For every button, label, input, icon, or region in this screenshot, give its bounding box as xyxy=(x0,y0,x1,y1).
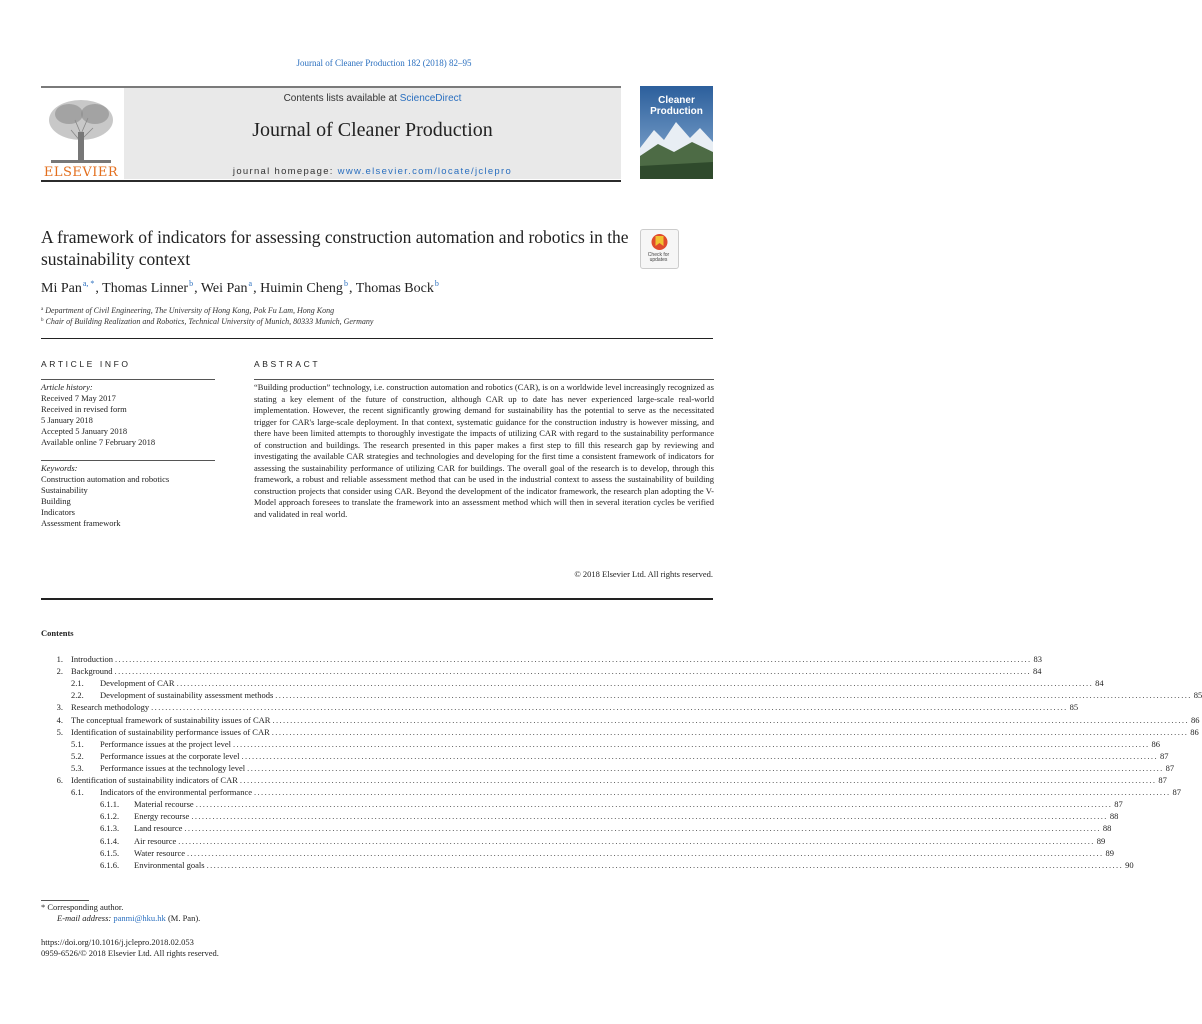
email-label: E-mail address: xyxy=(57,913,112,923)
keywords-label: Keywords: xyxy=(41,463,78,473)
toc-leader-dots: .................................................................................................................................................................................................................................................................... xyxy=(239,775,1157,785)
toc-row[interactable] xyxy=(0,677,1104,689)
toc-leader-dots: .................................................................................................................................................................................................................................................................... xyxy=(115,654,1032,664)
toc-label[interactable]: Energy recourse xyxy=(134,811,190,822)
header-divider xyxy=(41,338,713,339)
toc-label[interactable]: The conceptual framework of sustainability issues of CAR xyxy=(71,714,271,725)
toc-row[interactable] xyxy=(0,774,1167,786)
toc-number: 6.1. xyxy=(71,787,84,798)
toc-leader-dots: .................................................................................................................................................................................................................................................................... xyxy=(187,847,1104,858)
toc-label[interactable]: Identification of sustainability performance issues of CAR xyxy=(71,726,270,737)
toc-entry xyxy=(100,677,1104,689)
toc-row[interactable] xyxy=(0,798,1123,810)
abstract-rule xyxy=(254,379,714,380)
email-link[interactable]: panmi@hku.hk xyxy=(113,913,166,923)
toc-leader-dots: .................................................................................................................................................................................................................................................................... xyxy=(176,678,1094,689)
author[interactable]: Wei Pan$^a$ xyxy=(200,279,253,296)
author[interactable]: Thomas Bock$^b$ xyxy=(355,279,439,296)
toc-row[interactable] xyxy=(0,665,1042,677)
toc-row[interactable] xyxy=(0,822,1112,834)
toc-number: 5.3. xyxy=(71,762,84,773)
toc-row[interactable] xyxy=(0,810,1119,822)
homepage-prefix: journal homepage: xyxy=(232,166,338,177)
toc-number: 6.1.3. xyxy=(100,823,120,834)
history-label: Article history: xyxy=(41,382,93,392)
toc-label[interactable]: Performance issues at the technology level xyxy=(100,762,246,773)
toc-leader-dots: .................................................................................................................................................................................................................................................................... xyxy=(114,666,1032,677)
toc-number: 5.2. xyxy=(71,750,84,761)
toc-leader-dots: .................................................................................................................................................................................................................................................................... xyxy=(254,787,1171,798)
toc-number: 6.1.6. xyxy=(100,859,120,870)
toc-page-number: 90 xyxy=(1125,859,1134,870)
toc-page-number: 89 xyxy=(1096,835,1106,846)
toc-row[interactable] xyxy=(0,847,1114,859)
toc-label[interactable]: Air resource xyxy=(134,835,177,846)
author[interactable]: Huimin Cheng$^b$ xyxy=(260,279,348,296)
toc-entry xyxy=(134,810,1119,822)
toc-row[interactable] xyxy=(0,786,1181,798)
toc-entry xyxy=(71,701,1079,713)
corresponding-label: Corresponding author. xyxy=(47,902,124,912)
toc-leader-dots: .................................................................................................................................................................................................................................................................... xyxy=(271,726,1189,737)
toc-label[interactable]: Background xyxy=(71,666,113,677)
abstract-divider xyxy=(41,598,713,600)
toc-label[interactable]: Development of CAR xyxy=(100,678,175,689)
toc-entry xyxy=(100,786,1181,798)
journal-title: Journal of Cleaner Production xyxy=(252,119,493,141)
article-history xyxy=(41,382,216,448)
toc-number: 5.1. xyxy=(71,738,84,749)
toc-page-number: 87 xyxy=(1114,799,1123,810)
cover-title-line-1: Cleaner xyxy=(658,95,695,106)
toc-label[interactable]: Material recourse xyxy=(134,799,194,810)
toc-label[interactable]: Research methodology xyxy=(71,702,150,713)
badge-line-2: updates xyxy=(649,257,668,263)
issn-copyright: 0959-6526/© 2018 Elsevier Ltd. All rights reserved. xyxy=(41,948,219,958)
author[interactable]: Mi Pan$^{a, *}$ xyxy=(41,279,95,296)
toc-number: 4. xyxy=(56,714,63,725)
toc-number: 2. xyxy=(56,666,63,677)
toc-number: 2.2. xyxy=(71,690,84,701)
toc-row[interactable] xyxy=(0,738,1160,750)
history-line: Received 7 May 2017 xyxy=(41,393,116,403)
toc-row[interactable] xyxy=(0,689,1202,701)
toc-leader-dots: .................................................................................................................................................................................................................................................................... xyxy=(206,859,1124,870)
masthead-bottom-rule xyxy=(41,180,621,182)
toc-leader-dots: .................................................................................................................................................................................................................................................................... xyxy=(233,738,1150,749)
check-for-updates-badge[interactable] xyxy=(640,229,679,269)
toc-number: 1. xyxy=(56,654,63,664)
toc-row[interactable] xyxy=(0,714,1200,726)
toc-label[interactable]: Land resource xyxy=(134,823,183,834)
toc-page-number: 88 xyxy=(1102,823,1112,834)
history-line: Available online 7 February 2018 xyxy=(41,437,156,447)
toc-entry xyxy=(100,689,1202,701)
article-info-heading: ARTICLE INFO xyxy=(41,359,131,369)
toc-number: 6.1.1. xyxy=(100,799,120,810)
article-info-rule xyxy=(41,379,215,380)
toc-entry xyxy=(134,859,1134,871)
toc-leader-dots: .................................................................................................................................................................................................................................................................... xyxy=(191,811,1108,822)
toc-leader-dots: .................................................................................................................................................................................................................................................................... xyxy=(178,835,1095,846)
toc-row[interactable] xyxy=(0,859,1134,871)
footnote-mark: * xyxy=(41,902,46,912)
toc-page-number: 87 xyxy=(1165,762,1175,773)
toc-page-number: 87 xyxy=(1172,787,1181,798)
toc-number: 6.1.4. xyxy=(100,835,120,846)
keyword: Indicators xyxy=(41,507,75,517)
affiliation-b: $^b$ Chair of Building Realization and Robotics, Technical University of Munich, 80333 Munich, Germany xyxy=(41,317,374,326)
toc-row[interactable] xyxy=(0,750,1169,762)
toc-label[interactable]: Development of sustainability assessment methods xyxy=(100,690,274,701)
toc-number: 6.1.5. xyxy=(100,847,120,858)
toc-row[interactable] xyxy=(0,762,1175,774)
toc-page-number: 84 xyxy=(1095,678,1104,689)
toc-leader-dots: .................................................................................................................................................................................................................................................................... xyxy=(247,762,1164,773)
email-suffix: (M. Pan). xyxy=(165,913,201,923)
contents-available xyxy=(124,93,621,104)
keywords-block xyxy=(41,463,216,529)
keyword: Building xyxy=(41,496,71,506)
keywords-rule xyxy=(41,460,215,461)
toc-page-number: 86 xyxy=(1151,738,1160,749)
journal-homepage xyxy=(124,166,621,177)
publisher-logo-text: ELSEVIER xyxy=(43,165,119,180)
toc-entry xyxy=(71,774,1167,786)
toc-entry xyxy=(134,798,1123,810)
abstract-copyright: © 2018 Elsevier Ltd. All rights reserved. xyxy=(574,569,713,579)
contents-title: Contents xyxy=(41,628,74,638)
toc-page-number: 84 xyxy=(1033,666,1042,677)
cover-title-line-2: Production xyxy=(650,106,703,117)
toc-entry xyxy=(134,835,1106,847)
toc-leader-dots: .................................................................................................................................................................................................................................................................... xyxy=(241,750,1158,761)
toc-entry xyxy=(100,762,1175,774)
toc-entry xyxy=(100,750,1169,762)
corresponding-author-note xyxy=(41,902,123,912)
cover-title xyxy=(640,95,713,117)
toc-number: 3. xyxy=(56,702,63,713)
author[interactable]: Thomas Linner$^b$ xyxy=(102,279,194,296)
toc-entry xyxy=(100,738,1160,750)
toc-entry xyxy=(71,714,1200,726)
toc-row[interactable] xyxy=(0,701,1079,713)
affiliation-a: $^a$ Department of Civil Engineering, The University of Hong Kong, Pok Fu Lam, Hong Kong xyxy=(41,306,335,315)
keyword: Assessment framework xyxy=(41,518,121,528)
toc-label[interactable]: Introduction xyxy=(71,654,114,664)
toc-label[interactable]: Environmental goals xyxy=(134,859,205,870)
abstract-text: “Building production” technology, i.e. construction automation and robotics (CAR), is on a worldwide level increasingly recognized as stating a key element of the future of construction, although CAR up to date has never experienced large-scale real-world implementation. However, the recent significantly growing demand for sustainability has the potential to serve as the necessitated trigger for CAR's large-scale deployment. In that context, systematic guidance for the construction industry is however missing, and there have been limited attempts to thoroughly investigate the impacts of utilizing CAR with regard to the sustainability performance of construction and buildings. The research presented in this paper makes a first step to fill this research gap by reviewing and investigating the available CAR strategies and technologies and developing for the first time a consistent framework of indicators for assessing the sustainability performance of utilizing CAR for buildings. The overall goal of the research is to develop, through this framework, a robust and reliable assessment method that can be used in the industrial context to assess the sustainability of building construction projects that consider using CAR. Beyond the development of the indicator framework, the research plan adopting the V-Model approach foresees to translate the framework into an assessment method which will then in several iteration cycles be verified and validated in real world. xyxy=(254,382,714,519)
toc-leader-dots: .................................................................................................................................................................................................................................................................... xyxy=(272,714,1189,725)
toc-number: 6. xyxy=(56,775,63,785)
abstract-heading: ABSTRACT xyxy=(254,359,321,369)
journal-reference[interactable]: Journal of Cleaner Production 182 (2018) 82–95 xyxy=(296,58,472,68)
toc-number: 2.1. xyxy=(71,678,84,689)
contents-prefix: Contents lists available at xyxy=(283,93,400,104)
toc-page-number: 83 xyxy=(1033,654,1043,664)
author-list: Mi Pan$^{a, *}$, Thomas Linner$^b$, Wei Pan$^a$, Huimin Cheng$^b$, Thomas Bock$^b$ xyxy=(41,279,439,296)
toc-row[interactable] xyxy=(0,726,1199,738)
masthead-top-rule xyxy=(41,86,621,88)
toc-page-number: 87 xyxy=(1158,775,1167,785)
toc-label[interactable]: Performance issues at the corporate level xyxy=(100,750,240,761)
toc-row[interactable] xyxy=(0,835,1106,847)
toc-page-number: 85 xyxy=(1193,690,1202,701)
history-line: 5 January 2018 xyxy=(41,415,93,425)
toc-leader-dots: .................................................................................................................................................................................................................................................................... xyxy=(275,690,1192,701)
toc-entry xyxy=(71,726,1199,738)
toc-page-number: 86 xyxy=(1190,714,1200,725)
toc-entry xyxy=(134,847,1114,859)
toc-leader-dots: .................................................................................................................................................................................................................................................................... xyxy=(184,823,1101,834)
toc-leader-dots: .................................................................................................................................................................................................................................................................... xyxy=(151,702,1068,713)
toc-page-number: 88 xyxy=(1109,811,1119,822)
email-note xyxy=(57,913,200,923)
check-updates-icon xyxy=(641,230,678,252)
toc-leader-dots: .................................................................................................................................................................................................................................................................... xyxy=(195,799,1113,810)
keyword: Construction automation and robotics xyxy=(41,474,170,484)
history-line: Accepted 5 January 2018 xyxy=(41,426,128,436)
footnote-rule xyxy=(41,900,89,901)
toc-label[interactable]: Performance issues at the project level xyxy=(100,738,231,749)
check-for-updates-label xyxy=(640,253,677,263)
homepage-link[interactable]: www.elsevier.com/locate/jclepro xyxy=(337,166,513,177)
toc-entry xyxy=(71,653,1043,665)
toc-row[interactable] xyxy=(0,653,1043,665)
article-title: A framework of indicators for assessing construction automation and robotics in the sustainability context xyxy=(41,227,629,269)
toc-entry xyxy=(71,665,1042,677)
toc-page-number: 85 xyxy=(1069,702,1079,713)
doi-link[interactable]: https://doi.org/10.1016/j.jclepro.2018.02.053 xyxy=(41,937,194,947)
keyword: Sustainability xyxy=(41,485,88,495)
toc-page-number: 86 xyxy=(1190,726,1199,737)
toc-number: 6.1.2. xyxy=(100,811,120,822)
toc-page-number: 89 xyxy=(1105,847,1114,858)
toc-page-number: 87 xyxy=(1159,750,1169,761)
toc-label[interactable]: Indicators of the environmental performance xyxy=(100,787,252,798)
toc-label[interactable]: Identification of sustainability indicators of CAR xyxy=(71,775,238,785)
badge-line-1: Check for xyxy=(647,252,670,258)
history-line: Received in revised form xyxy=(41,404,127,414)
toc-entry xyxy=(134,822,1112,834)
toc-number: 5. xyxy=(56,726,63,737)
toc-label[interactable]: Water resource xyxy=(134,847,185,858)
sciencedirect-link[interactable]: ScienceDirect xyxy=(399,93,462,104)
